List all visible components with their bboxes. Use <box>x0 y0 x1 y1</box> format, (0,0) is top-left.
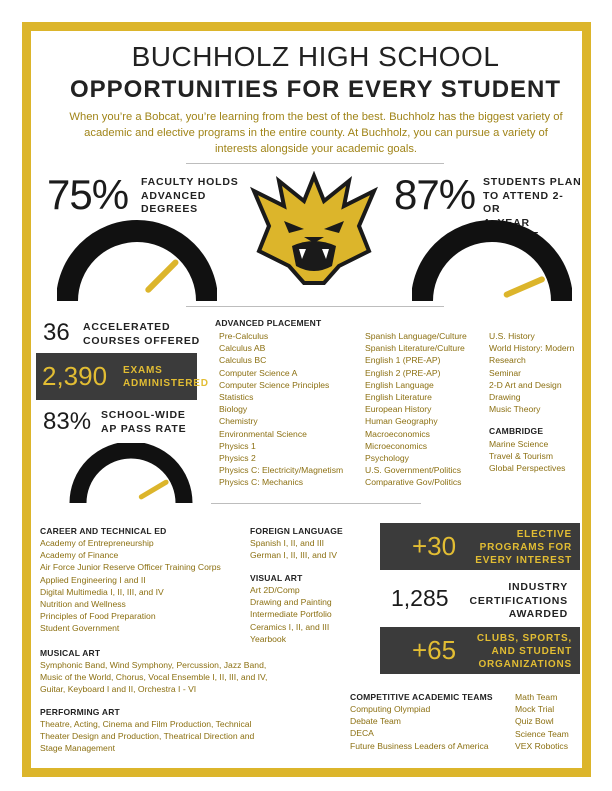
bobcat-mascot-icon <box>244 171 384 291</box>
list-item: Quiz Bowl <box>515 716 554 727</box>
performing-art-list <box>40 718 254 755</box>
certifications-stat-label: INDUSTRY CERTIFICATIONS AWARDED <box>469 581 568 620</box>
college-gauge <box>412 217 572 303</box>
ap-list-col1 <box>219 330 343 489</box>
list-item: Comparative Gov/Politics <box>365 477 462 488</box>
accelerated-stat-value: 36 <box>43 319 70 346</box>
list-item: Mock Trial <box>515 704 555 715</box>
tagline: OPPORTUNITIES FOR EVERY STUDENT <box>69 76 562 103</box>
list-item: Symphonic Band, Wind Symphony, Percussion, Jazz Band, <box>40 660 267 670</box>
list-item: European History <box>365 404 432 415</box>
list-item: Computing Olympiad <box>350 704 431 714</box>
cambridge-heading: CAMBRIDGE <box>489 426 544 436</box>
certifications-stat-value: 1,285 <box>391 585 449 611</box>
list-item: Marine Science <box>489 439 549 449</box>
cte-heading: CAREER AND TECHNICAL ED <box>40 526 167 536</box>
foreign-language-heading: FOREIGN LANGUAGE <box>250 526 343 536</box>
list-item: Art 2D/Comp <box>250 585 300 595</box>
list-item: World History: Modern <box>489 343 575 354</box>
list-item: Science Team <box>515 728 569 739</box>
divider <box>186 163 444 164</box>
clubs-stat-value: +65 <box>412 635 457 665</box>
list-item: Intermediate Portfolio <box>250 609 332 620</box>
foreign-language-list <box>250 537 337 561</box>
list-item: Psychology <box>365 453 409 464</box>
list-item: Principles of Food Preparation <box>40 611 156 622</box>
list-item: Physics C: Electricity/Magnetism <box>219 465 344 476</box>
elective-stat-value: +30 <box>412 531 457 561</box>
cte-list <box>40 537 221 635</box>
list-item: Music Theory <box>489 404 541 415</box>
list-item: Biology <box>219 404 248 415</box>
list-item: English 1 (PRE-AP) <box>365 355 441 366</box>
pass-rate-stat-label: SCHOOL-WIDE AP PASS RATE <box>101 409 187 435</box>
visual-art-heading: VISUAL ART <box>250 573 303 583</box>
musical-art-heading: MUSICAL ART <box>40 648 101 658</box>
list-item: Travel & Tourism <box>489 451 553 462</box>
intro-paragraph: When you’re a Bobcat, you’re learning from the best of the best. Buchholz has the biggest variety of academic and elective programs in the entire county. At Buchholz, you can pursue a variety of interests alongside your academic goals. <box>69 111 563 155</box>
list-item: Student Government <box>40 623 120 634</box>
divider <box>211 503 421 504</box>
list-item: VEX Robotics <box>515 740 569 751</box>
pass-rate-stat-value: 83% <box>43 408 92 435</box>
faculty-stat-value: 75% <box>47 171 129 218</box>
list-item: Ceramics I, II, and III <box>250 621 330 632</box>
list-item: Applied Engineering I and II <box>40 574 146 585</box>
list-item: Debate Team <box>350 716 401 727</box>
list-item: Physics 2 <box>219 453 256 464</box>
gauge-needle <box>141 482 166 497</box>
list-item: Environmental Science <box>219 428 307 439</box>
competitive-teams-heading: COMPETITIVE ACADEMIC TEAMS <box>350 692 493 702</box>
list-item: Chemistry <box>219 416 258 427</box>
list-item: DECA <box>350 728 374 739</box>
list-item: Academy of Finance <box>40 550 119 561</box>
visual-art-list <box>250 584 332 645</box>
pass-rate-gauge <box>69 443 193 505</box>
list-item: Physics 1 <box>219 440 256 451</box>
faculty-gauge <box>57 217 217 303</box>
competitive-teams-col1 <box>350 703 489 752</box>
gauge-arc <box>78 450 184 503</box>
list-item: Seminar <box>489 367 521 378</box>
list-item: English Language <box>365 379 434 390</box>
list-item: Theatre, Acting, Cinema and Film Production, Technical <box>40 719 252 729</box>
ap-list-col2 <box>365 330 467 489</box>
list-item: Research <box>489 355 526 366</box>
list-item: Guitar, Keyboard I and II, Orchestra I - VI <box>40 684 197 695</box>
list-item: Calculus BC <box>219 355 267 366</box>
musical-art-list <box>40 659 267 696</box>
list-item: Microeconomics <box>365 440 428 451</box>
elective-stat-label: ELECTIVE PROGRAMS FOR EVERY INTEREST <box>475 529 572 566</box>
ap-list-col3 <box>489 330 574 415</box>
exams-stat-value: 2,390 <box>42 361 108 391</box>
list-item: Air Force Junior Reserve Officer Training Corps <box>40 562 221 573</box>
list-item: Spanish I, II, and III <box>250 538 325 548</box>
performing-art-heading: PERFORMING ART <box>40 707 120 717</box>
school-title: BUCHHOLZ HIGH SCHOOL <box>131 41 500 72</box>
competitive-teams-col2 <box>515 691 569 752</box>
gauge-needle <box>148 263 175 290</box>
ap-heading: ADVANCED PLACEMENT <box>215 318 322 328</box>
college-stat-label: STUDENTS PLAN TO ATTEND 2- OR 4- YEAR COLLEGE <box>483 176 582 242</box>
list-item: Spanish Literature/Culture <box>365 343 465 354</box>
clubs-stat-label: CLUBS, SPORTS, AND STUDENT ORGANIZATIONS <box>476 633 572 670</box>
divider <box>186 306 444 307</box>
accelerated-stat-label: ACCELERATED COURSES OFFERED <box>83 321 201 347</box>
college-stat-value: 87% <box>394 171 476 218</box>
list-item: Drawing and Painting <box>250 597 332 608</box>
page-frame <box>22 22 591 777</box>
list-item: English Literature <box>365 392 432 403</box>
list-item: Yearbook <box>250 633 286 644</box>
list-item: Macroeconomics <box>365 428 430 439</box>
list-item: Nutrition and Wellness <box>40 599 126 610</box>
gauge-needle <box>507 279 542 294</box>
list-item: Theater Design and Production, Theatrical Direction and <box>40 731 255 742</box>
list-item: Music of the World, Chorus, Vocal Ensemble I, II, III, and IV, <box>40 672 268 683</box>
cambridge-list <box>489 438 565 475</box>
elective-panel <box>380 523 580 570</box>
clubs-panel <box>380 627 580 674</box>
exams-stat-label: EXAMS ADMINISTERED <box>123 365 209 389</box>
list-item: German I, II, III, and IV <box>250 550 337 561</box>
list-item: Stage Management <box>40 743 116 754</box>
list-item: Pre-Calculus <box>219 331 269 341</box>
list-item: Computer Science A <box>219 367 298 378</box>
list-item: Math Team <box>515 692 558 702</box>
list-item: Physics C: Mechanics <box>219 477 304 488</box>
list-item: English 2 (PRE-AP) <box>365 367 441 378</box>
list-item: Calculus AB <box>219 343 266 354</box>
list-item: Human Geography <box>365 416 438 427</box>
list-item: U.S. History <box>489 331 535 341</box>
exams-panel <box>36 353 209 400</box>
list-item: Academy of Entrepreneurship <box>40 538 154 548</box>
list-item: Statistics <box>219 392 254 403</box>
list-item: U.S. Government/Politics <box>365 465 461 476</box>
list-item: Computer Science Principles <box>219 379 330 390</box>
gauge-arc <box>422 231 562 301</box>
list-item: Future Business Leaders of America <box>350 740 489 751</box>
list-item: Digital Multimedia I, II, III, and IV <box>40 586 164 597</box>
faculty-stat-label: FACULTY HOLDS ADVANCED DEGREES <box>141 176 239 215</box>
list-item: 2-D Art and Design <box>489 379 562 390</box>
list-item: Global Perspectives <box>489 463 566 474</box>
list-item: Spanish Language/Culture <box>365 331 467 341</box>
gauge-arc <box>67 231 207 301</box>
list-item: Drawing <box>489 392 521 403</box>
